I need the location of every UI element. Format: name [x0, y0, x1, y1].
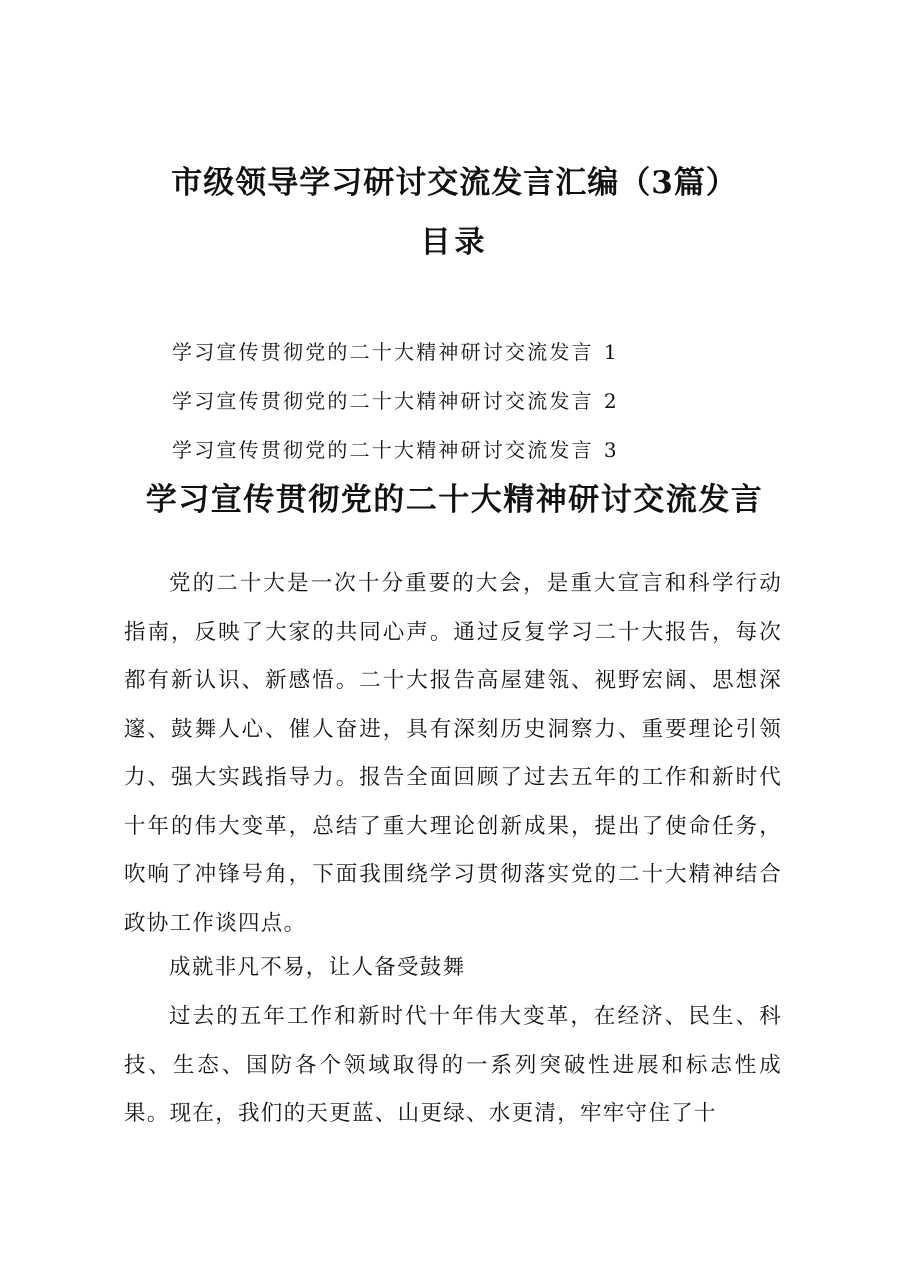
body-paragraph: 过去的五年工作和新时代十年伟大变革，在经济、民生、科技、生态、国防各个领域取得的一系列突破性进展和标志性成果。现在，我们的天更蓝、山更绿、水更清，牢牢守住了十: [124, 1004, 782, 1126]
toc-item-label: 学习宣传贯彻党的二十大精神研讨交流发言: [172, 389, 594, 413]
body-paragraph: 党的二十大是一次十分重要的大会，是重大宣言和科学行动指南，反映了大家的共同心声。通过反复学习二十大报告，每次都有新认识、新感悟。二十大报告高屋建瓴、视野宏阔、思想深邃、鼓舞人心、催人奋进，具有深刻历史洞察力、重要理论引领力、强大实践指导力。报告全面回顾了过去五年的工作和新时代十年的伟大变革，总结了重大理论创新成果，提出了使命任务，吹响了冲锋号角，下面我围绕学习贯彻落实党的二十大精神结合政协工作谈四点。: [124, 571, 782, 936]
subheading-paragraph: 成就非凡不易，让人备受鼓舞: [169, 955, 466, 980]
toc-heading: 目录: [420, 225, 489, 260]
section-title: 学习宣传贯彻党的二十大精神研讨交流发言: [145, 482, 764, 518]
toc-item-label: 学习宣传贯彻党的二十大精神研讨交流发言: [172, 340, 594, 364]
document-title: 市级领导学习研讨交流发言汇编（3篇）: [171, 165, 738, 201]
toc-item[interactable]: [172, 337, 617, 367]
toc-item-page: 1: [603, 340, 617, 364]
toc-item[interactable]: [172, 435, 617, 465]
toc-item-label: 学习宣传贯彻党的二十大精神研讨交流发言: [172, 438, 594, 462]
toc-item[interactable]: [172, 386, 617, 416]
toc-item-page: 3: [603, 438, 617, 462]
toc-item-page: 2: [603, 389, 617, 413]
